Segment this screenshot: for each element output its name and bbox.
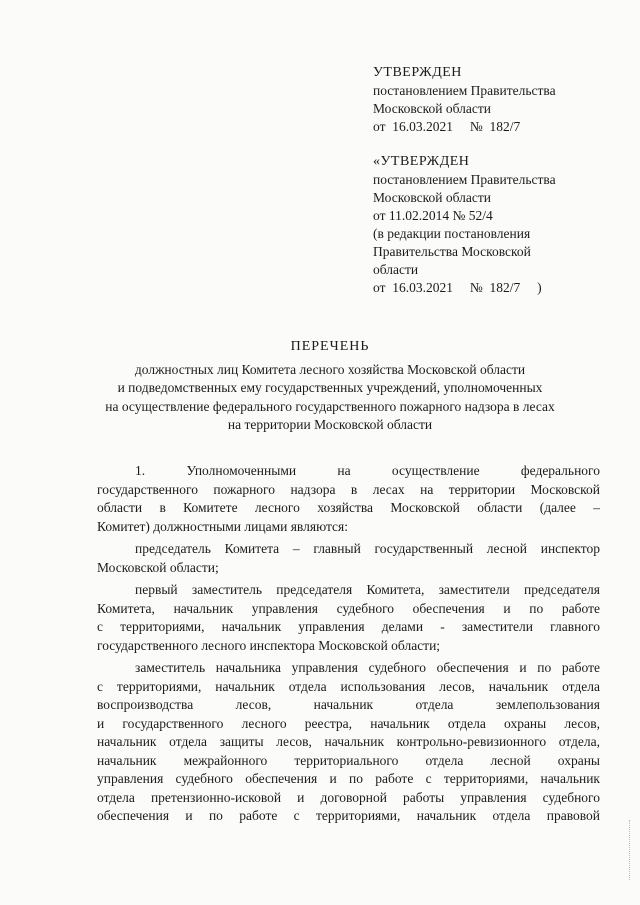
title-line: на осуществление федерального государственного пожарного надзора в лесах: [105, 398, 555, 414]
document-title: ПЕРЕЧЕНЬ: [290, 339, 370, 354]
paragraph-line: государственного лесного инспектора Московской области;: [97, 637, 441, 653]
paragraph-4: [97, 659, 600, 826]
paragraph-2: [97, 540, 600, 577]
approval-line: от 11.02.2014 № 52/4: [373, 208, 493, 223]
paragraph-line: заместитель начальника управления судебного обеспечения и по работе: [135, 660, 600, 675]
paragraph-line: с территориями, начальник управления делами - заместители главного: [97, 619, 600, 634]
approval-heading: УТВЕРЖДЕН: [373, 65, 462, 80]
document-title-block: [60, 338, 600, 435]
paragraph-line: и государственного лесного реестра, начальник отдела охраны лесов,: [97, 715, 600, 731]
paragraph-line: управления судебного обеспечения и по работе с территориями, начальник: [97, 771, 600, 786]
paragraph-line: председатель Комитета – главный государственный лесной инспектор: [135, 541, 600, 556]
approval-stamp-1: [373, 63, 623, 136]
paragraph-line: отдела претензионно-исковой и договорной работы управления судебного: [97, 789, 600, 805]
approval-line: Правительства Московской: [373, 244, 531, 259]
approval-line: области: [373, 262, 419, 277]
scan-margin-mark: [629, 820, 634, 880]
approval-line: Московской области: [373, 190, 492, 205]
title-line: и подведомственных ему государственных учреждений, уполномоченных: [117, 380, 543, 395]
paragraph-line: обеспечения и по работе с территориями, начальник отдела правовой: [97, 808, 600, 823]
approval-heading: «УТВЕРЖДЕН: [373, 154, 470, 169]
paragraph-line: государственного пожарного надзора в лесах на территории Московской: [97, 481, 600, 497]
approval-line: Московской области: [373, 101, 492, 116]
paragraph-1: [97, 462, 600, 536]
paragraph-line: 1. Уполномоченными на осуществление федерального: [135, 463, 600, 478]
paragraph-3: [97, 581, 600, 655]
approval-line: постановлением Правительства: [373, 83, 556, 98]
approval-stamp-2: [373, 152, 623, 297]
approval-date-line: от 16.03.2021 № 182/7: [373, 119, 521, 134]
paragraph-line: Комитет) должностными лицами являются:: [97, 518, 348, 534]
paragraph-line: воспроизводства лесов, начальник отдела землепользования: [97, 697, 600, 712]
approval-line: (в редакции постановления: [373, 226, 531, 241]
approval-line: постановлением Правительства: [373, 172, 556, 187]
document-body: [97, 462, 600, 830]
paragraph-line: первый заместитель председателя Комитета, заместители председателя: [135, 582, 600, 597]
paragraph-line: с территориями, начальник отдела использования лесов, начальник отдела: [97, 678, 600, 694]
paragraph-line: начальник межрайонного территориального отдела лесной охраны: [97, 752, 600, 768]
paragraph-line: Московской области;: [97, 559, 219, 575]
paragraph-line: начальник отдела защиты лесов, начальник контрольно-ревизионного отдела,: [97, 734, 600, 749]
approval-date-line: от 16.03.2021 № 182/7 ): [373, 280, 542, 295]
paragraph-line: Комитета, начальник управления судебного обеспечения и по работе: [97, 600, 600, 616]
title-line: на территории Московской области: [227, 417, 433, 432]
title-line: должностных лиц Комитета лесного хозяйства Московской области: [134, 361, 526, 377]
paragraph-line: области в Комитете лесного хозяйства Московской области (далее –: [97, 500, 600, 515]
